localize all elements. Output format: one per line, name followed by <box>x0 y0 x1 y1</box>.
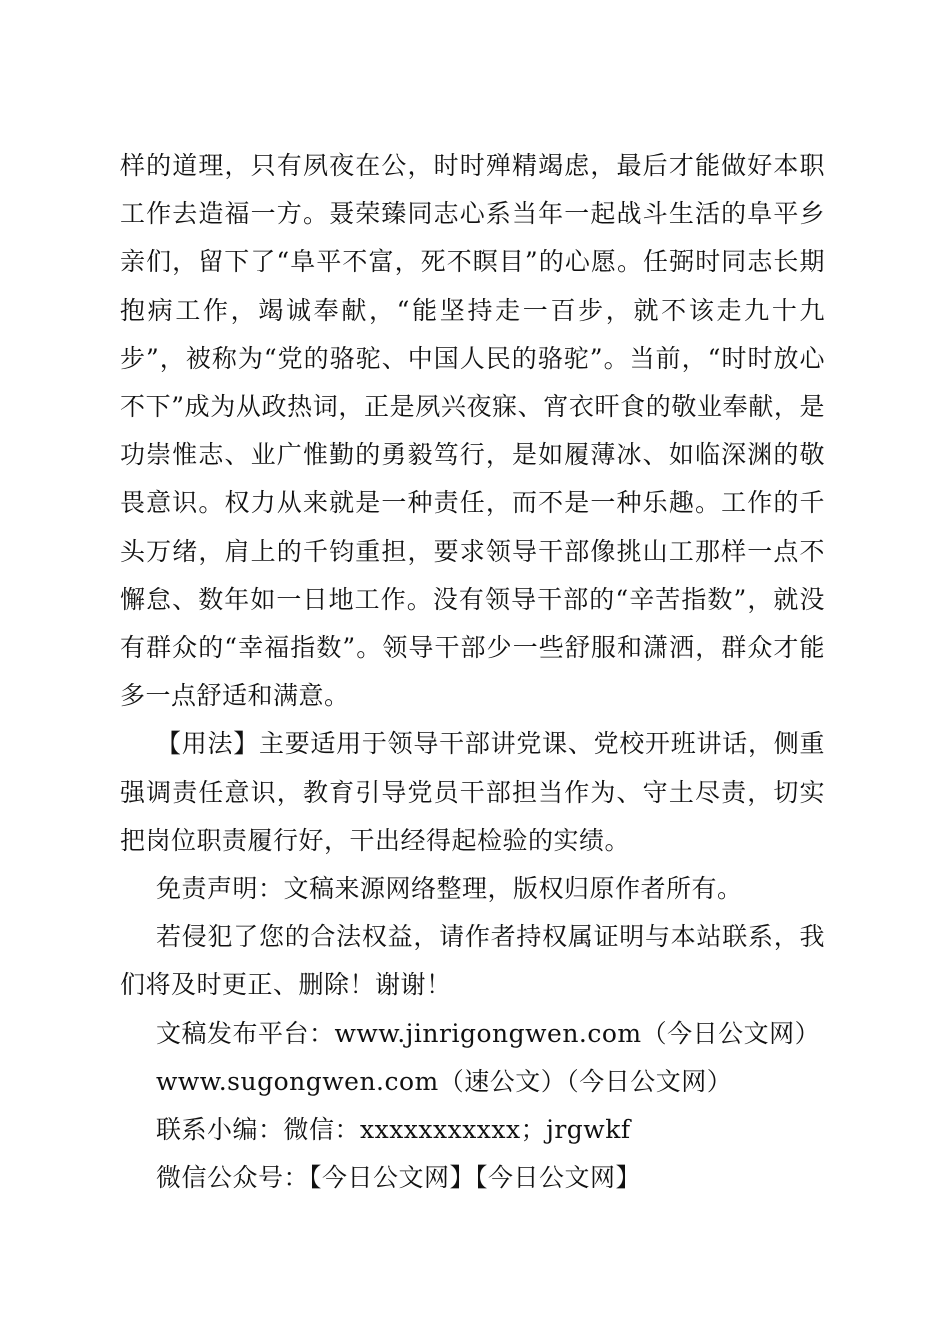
document-page <box>120 142 825 1202</box>
platform-line: 文稿发布平台：www.jinrigongwen.com（今日公文网） <box>156 1018 821 1048</box>
infringement-notice: 若侵犯了您的合法权益，请作者持权属证明与本站联系，我们将及时更正、删除！谢谢！ <box>120 922 825 1000</box>
disclaimer-text: 免责声明：文稿来源网络整理，版权归原作者所有。 <box>156 874 743 904</box>
contact-line: 联系小编：微信：xxxxxxxxxxx；jrgwkf <box>156 1115 631 1145</box>
body-paragraph-usage: 【用法】主要适用于领导干部讲党课、党校开班讲话，侧重强调责任意识，教育引导党员干部担当作为、守土尽责，切实把岗位职责履行好，干出经得起检验的实绩。 <box>120 729 825 855</box>
site-line: www.sugongwen.com（速公文）（今日公文网） <box>156 1066 733 1096</box>
wechat-line: 微信公众号：【今日公文网】【今日公文网】 <box>156 1163 642 1193</box>
body-paragraph-main: 样的道理，只有夙夜在公，时时殚精竭虑，最后才能做好本职工作去造福一方。聂荣臻同志心系当年一起战斗生活的阜平乡亲们，留下了“阜平不富，死不瞑目”的心愿。任弼时同志长期抱病工作，竭诚奉献，“能坚持走一百步，就不该走九十九步”，被称为“党的骆驼、中国人民的骆驼”。当前，“时时放心不下”成为从政热词，正是夙兴夜寐、宵衣旰食的敬业奉献，是功崇惟志、业广惟勤的勇毅笃行，是如履薄冰、如临深渊的敬畏意识。权力从来就是一种责任，而不是一种乐趣。工作的千头万绪，肩上的千钧重担，要求领导干部像挑山工那样一点不懈怠、数年如一日地工作。没有领导干部的“辛苦指数”，就没有群众的“幸福指数”。领导干部少一些舒服和潇洒，群众才能多一点舒适和满意。 <box>120 151 825 711</box>
